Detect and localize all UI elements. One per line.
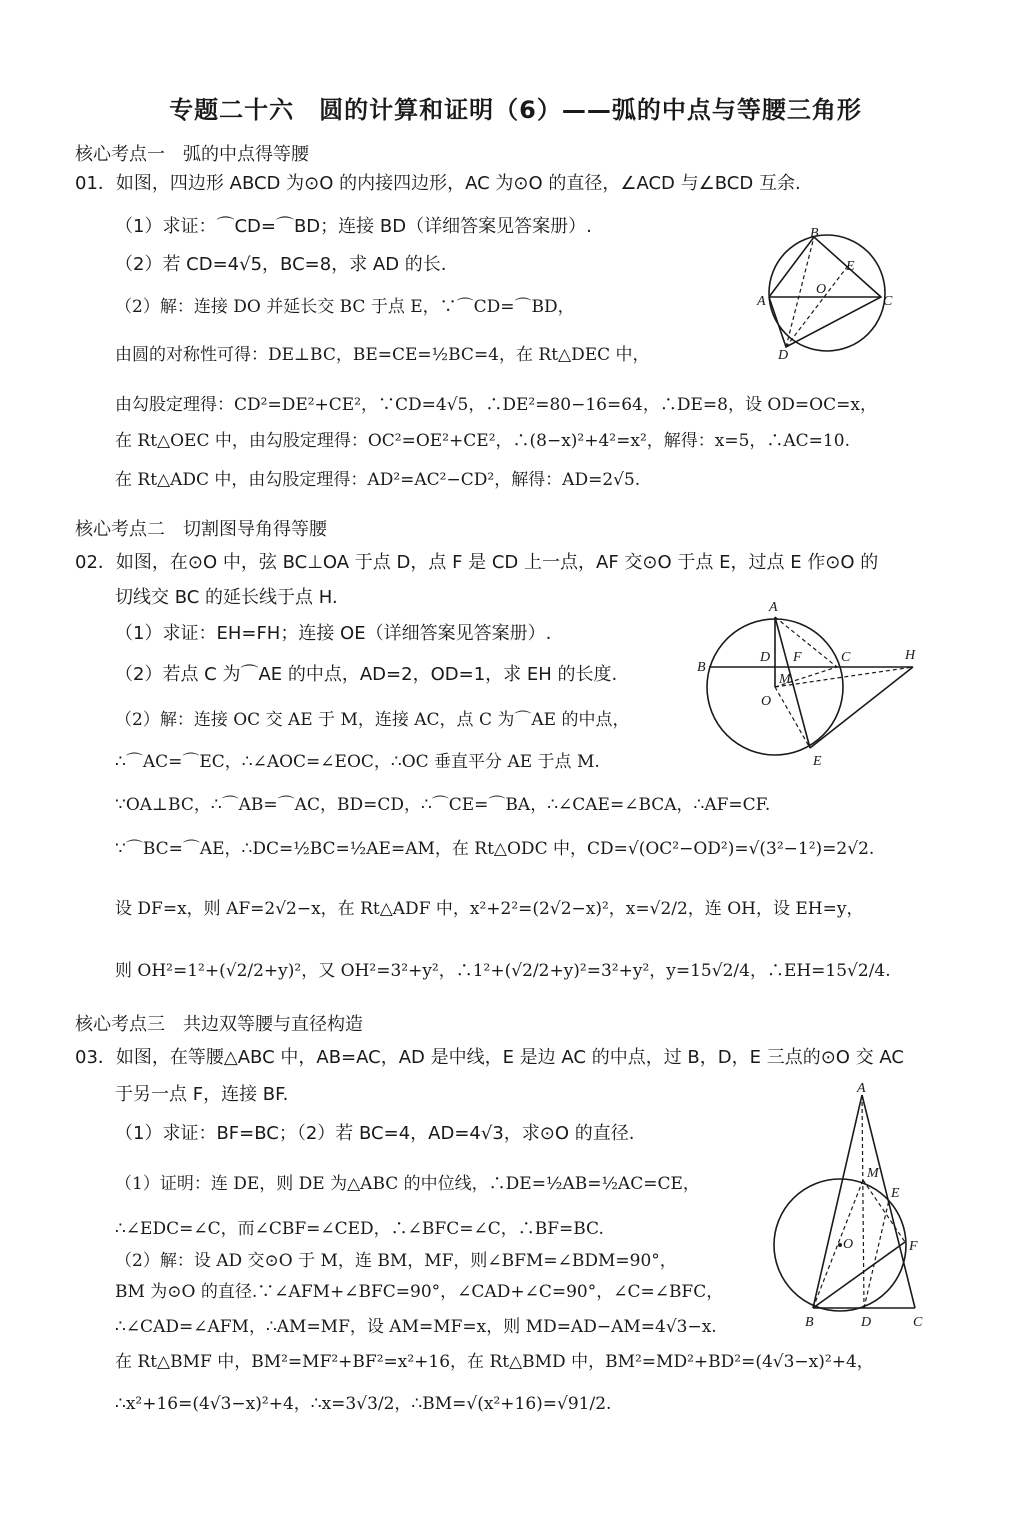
fig1-label: O: [816, 282, 827, 297]
problem-2-stem-cont: 切线交 BC 的延长线于点 H.: [115, 587, 338, 608]
problem-1-part-1: （1）求证：⌒CD=⌒BD；连接 BD（详细答案见答案册）.: [115, 216, 592, 237]
solution-3-line: ∴∠CAD=∠AFM，∴AM=MF，设 AM=MF=x，则 MD=AD−AM=4√3−x.: [115, 1317, 717, 1337]
fig2-label: B: [697, 660, 706, 675]
figure-2-circle-tangent: [695, 595, 925, 775]
fig1-label: D: [778, 348, 789, 363]
solution-3-line: BM 为⊙O 的直径.∵∠AFM+∠BFC=90°，∠CAD+∠C=90°，∠C=∠BFC，: [115, 1282, 724, 1302]
solution-2-line: ∴⌒AC=⌒EC，∴∠AOC=∠EOC，∴OC 垂直平分 AE 于点 M.: [115, 752, 600, 772]
page-title: 专题二十六 圆的计算和证明（6）——弧的中点与等腰三角形: [169, 96, 862, 124]
figure-1-circle-quadrilateral: [750, 225, 900, 365]
fig2-label: E: [813, 754, 822, 769]
fig1-label: B: [810, 226, 819, 241]
solution-2-line: （2）解：连接 OC 交 AE 于 M，连接 AC，点 C 为⌒AE 的中点，: [115, 710, 630, 730]
fig3-label: F: [909, 1239, 918, 1254]
problem-3-stem: 03．如图，在等腰△ABC 中，AB=AC，AD 是中线，E 是边 AC 的中点，过 B，D，E 三点的⊙O 交 AC: [75, 1047, 904, 1068]
solution-1-line: 由圆的对称性可得：DE⊥BC，BE=CE=½BC=4，在 Rt△DEC 中，: [115, 345, 650, 365]
section-1-heading: 核心考点一 弧的中点得等腰: [75, 144, 309, 165]
fig2-label: C: [841, 650, 851, 665]
solution-3-line: （1）证明：连 DE，则 DE 为△ABC 的中位线，∴DE=½AB=½AC=CE，: [115, 1174, 700, 1194]
section-2-heading: 核心考点二 切割图导角得等腰: [75, 519, 327, 540]
fig3-label: O: [843, 1237, 854, 1252]
problem-1-part-2: （2）若 CD=4√5，BC=8，求 AD 的长.: [115, 254, 447, 275]
solution-2-line: 设 DF=x，则 AF=2√2−x，在 Rt△ADF 中，x²+2²=(2√2−x)²，x=√2/2，连 OH，设 EH=y，: [115, 899, 864, 919]
section-3-heading: 核心考点三 共边双等腰与直径构造: [75, 1014, 363, 1035]
solution-1-line: 在 Rt△OEC 中，由勾股定理得：OC²=OE²+CE²，∴(8−x)²+4²=x²，解得：x=5，∴AC=10.: [115, 431, 850, 451]
solution-1-line: 由勾股定理得：CD²=DE²+CE²，∵CD=4√5，∴DE²=80−16=64，∴DE=8，设 OD=OC=x，: [115, 395, 877, 415]
problem-2-part-1: （1）求证：EH=FH；连接 OE（详细答案见答案册）.: [115, 623, 552, 644]
solution-2-line: ∵OA⊥BC，∴⌒AB=⌒AC，BD=CD，∴⌒CE=⌒BA，∴∠CAE=∠BCA，∴AF=CF.: [115, 795, 771, 815]
fig3-label: A: [857, 1081, 866, 1096]
fig3-label: C: [913, 1315, 923, 1330]
problem-3-parts: （1）求证：BF=BC；（2）若 BC=4，AD=4√3，求⊙O 的直径.: [115, 1123, 635, 1144]
solution-1-line: 在 Rt△ADC 中，由勾股定理得：AD²=AC²−CD²，解得：AD=2√5.: [115, 470, 641, 490]
fig2-label: F: [793, 650, 802, 665]
fig2-label: O: [761, 694, 772, 709]
fig3-label: B: [805, 1315, 814, 1330]
problem-2-stem: 02．如图，在⊙O 中，弦 BC⊥OA 于点 D，点 F 是 CD 上一点，AF 交⊙O 于点 E，过点 E 作⊙O 的: [75, 552, 879, 573]
solution-2-line: 则 OH²=1²+(√2/2+y)²，又 OH²=3²+y²，∴1²+(√2/2+y)²=3²+y²，y=15√2/4，∴EH=15√2/4.: [115, 961, 891, 981]
fig2-label: H: [905, 648, 916, 663]
solution-3-line: ∴x²+16=(4√3−x)²+4，∴x=3√3/2，∴BM=√(x²+16)=√91/2.: [115, 1394, 612, 1414]
fig2-label: D: [760, 650, 771, 665]
problem-1-stem: 01．如图，四边形 ABCD 为⊙O 的内接四边形，AC 为⊙O 的直径，∠ACD 与∠BCD 互余.: [75, 173, 801, 194]
problem-2-part-2: （2）若点 C 为⌒AE 的中点，AD=2，OD=1，求 EH 的长度.: [115, 664, 618, 685]
solution-3-line: 在 Rt△BMF 中，BM²=MF²+BF²=x²+16，在 Rt△BMD 中，BM²=MD²+BD²=(4√3−x)²+4，: [115, 1352, 874, 1372]
fig2-label: A: [769, 600, 778, 615]
fig1-label: A: [757, 294, 766, 309]
solution-3-line: （2）解：设 AD 交⊙O 于 M，连 BM，MF，则∠BFM=∠BDM=90°，: [115, 1251, 677, 1271]
solution-2-line: ∵⌒BC=⌒AE，∴DC=½BC=½AE=AM，在 Rt△ODC 中，CD=√(OC²−OD²)=√(3²−1²)=2√2.: [115, 839, 875, 859]
fig1-label: C: [883, 294, 893, 309]
problem-3-stem-cont: 于另一点 F，连接 BF.: [115, 1084, 289, 1105]
fig3-label: E: [891, 1186, 900, 1201]
solution-3-line: ∴∠EDC=∠C，而∠CBF=∠CED，∴∠BFC=∠C，∴BF=BC.: [115, 1219, 604, 1239]
fig2-label: M: [779, 672, 791, 687]
figure-3-isosceles-circle: [765, 1080, 940, 1335]
fig1-label: E: [846, 259, 855, 274]
solution-1-line: （2）解：连接 DO 并延长交 BC 于点 E，∵⌒CD=⌒BD，: [115, 297, 575, 317]
fig3-label: D: [861, 1315, 872, 1330]
fig3-label: M: [867, 1166, 879, 1181]
